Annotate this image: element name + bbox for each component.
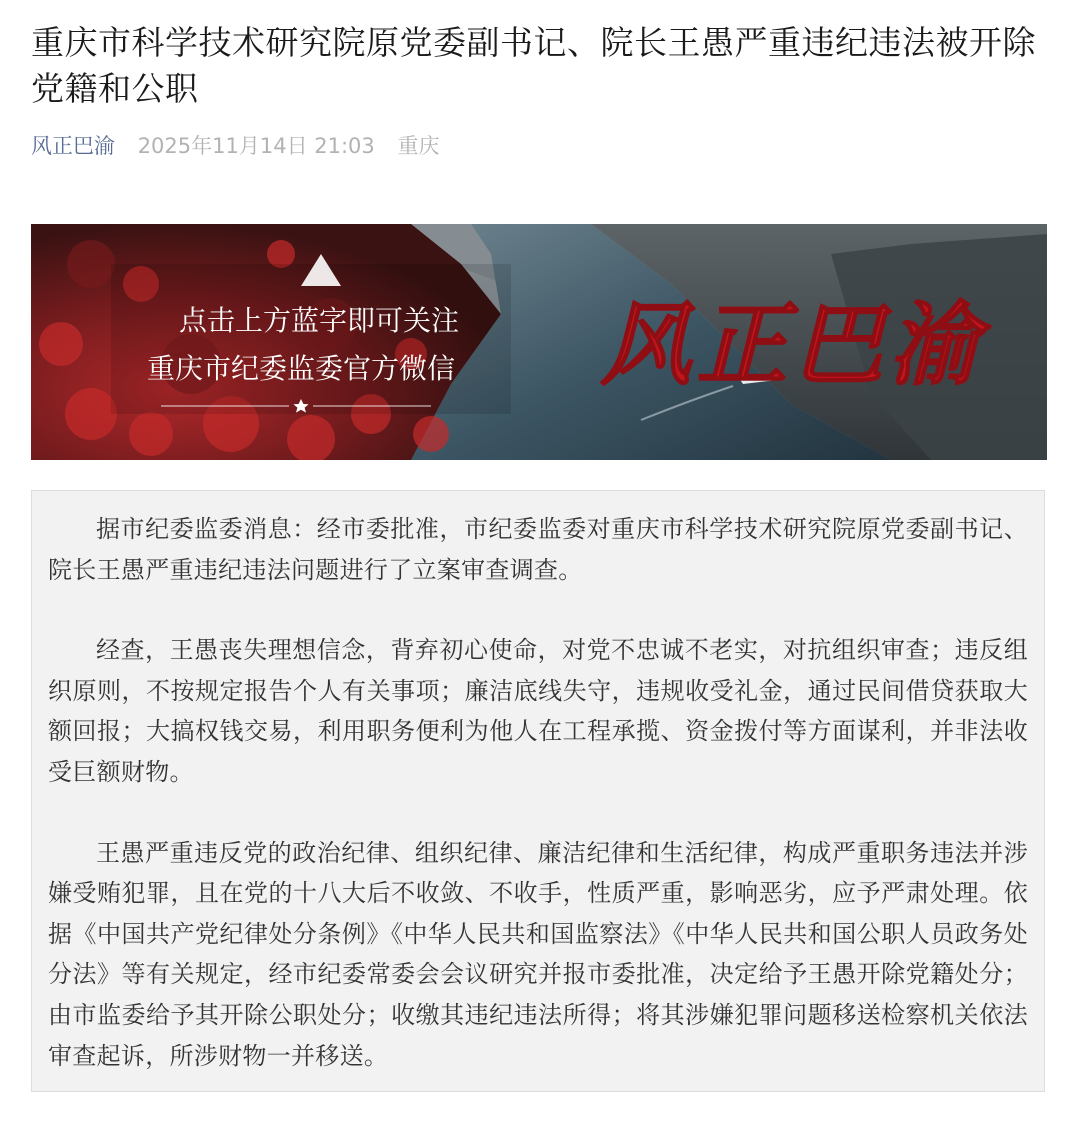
banner-calligraphy: 风正巴渝 <box>601 292 985 398</box>
author-link[interactable]: 风正巴渝 <box>31 134 115 158</box>
banner-follow-text: 点击上方蓝字即可关注 <box>178 304 460 337</box>
follow-banner-image[interactable] <box>31 224 1047 460</box>
article-body <box>31 490 1045 1092</box>
paragraph-2: 经查，王愚丧失理想信念，背弃初心使命，对党不忠诚不老实，对抗组织审查；违反组织原则，不按规定报告个人有关事项；廉洁底线失守，违规收受礼金，通过民间借贷获取大额回报；大搞权钱交易，利用职务便利为他人在工程承揽、资金拨付等方面谋利，并非法收受巨额财物。 <box>48 636 1028 786</box>
publish-date: 2025年11月14日 21:03 <box>137 134 375 158</box>
paragraph-1: 据市纪委监委消息：经市委批准，市纪委监委对重庆市科学技术研究院原党委副书记、院长王愚严重违纪违法问题进行了立案审查调查。 <box>48 515 1028 584</box>
paragraph-3: 王愚严重违反党的政治纪律、组织纪律、廉洁纪律和生活纪律，构成严重职务违法并涉嫌受贿犯罪，且在党的十八大后不收敛、不收手，性质严重，影响恶劣，应予严肃处理。依据《中国共产党纪律处分条例》《中华人民共和国监察法》《中华人民共和国公职人员政务处分法》等有关规定，经市纪委常委会会议研究并报市委批准，决定给予王愚开除党籍处分；由市监委给予其开除公职处分；收缴其违纪违法所得；将其涉嫌犯罪问题移送检察机关依法审查起诉，所涉财物一并移送。 <box>48 838 1028 1070</box>
article-title: 重庆市科学技术研究院原党委副书记、院长王愚严重违纪违法被开除党籍和公职 <box>31 23 1036 108</box>
publish-location: 重庆 <box>397 134 440 158</box>
article-meta <box>31 130 439 162</box>
banner-account-text: 重庆市纪委监委官方微信 <box>146 352 456 385</box>
